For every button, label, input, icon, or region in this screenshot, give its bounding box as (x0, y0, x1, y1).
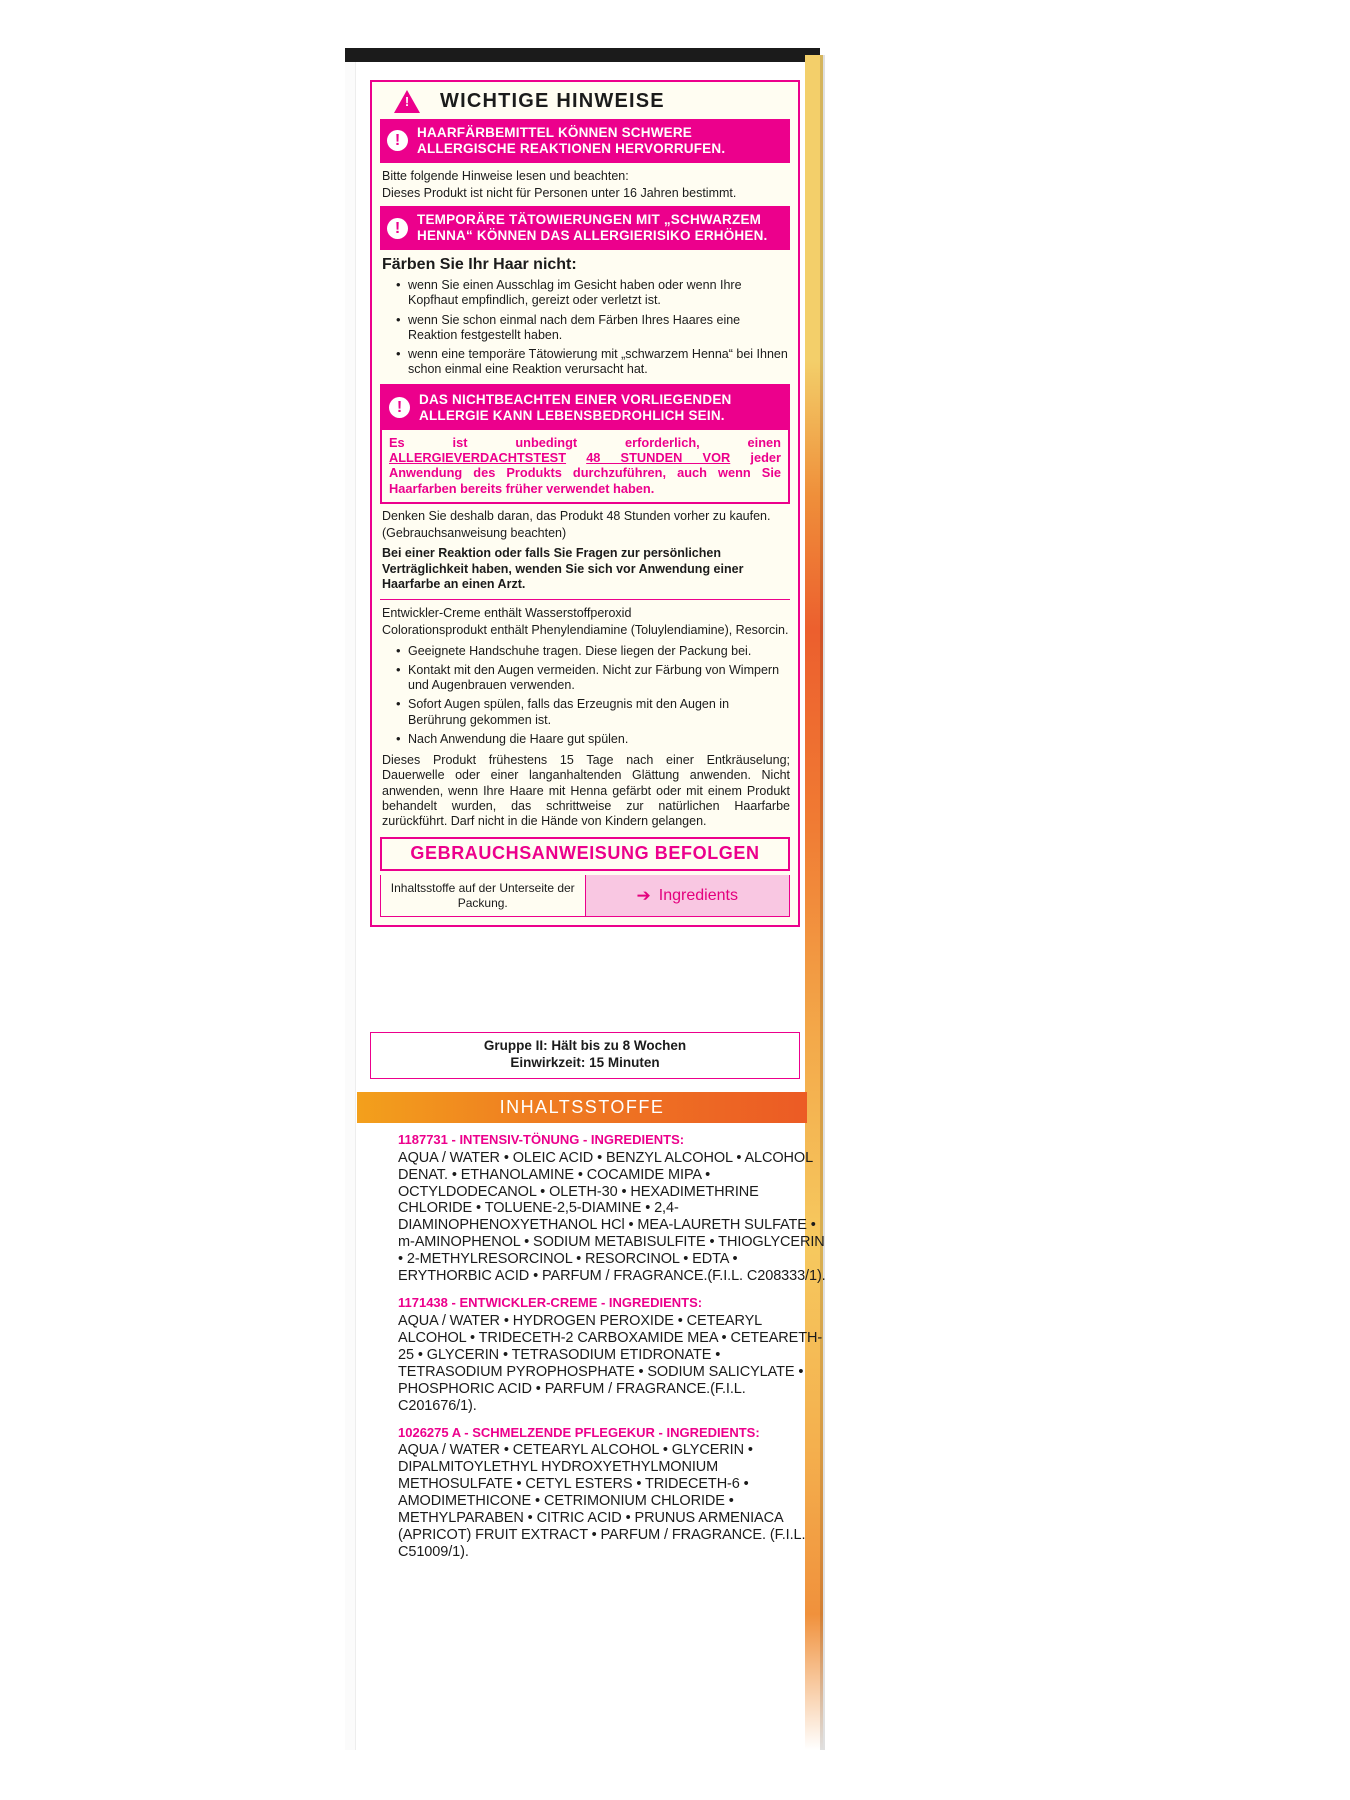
life-threatening-box (380, 384, 790, 504)
list-item: • Kontakt mit den Augen vermeiden. Nicht zur Färbung von Wimpern und Augenbrauen verwenden. (398, 663, 790, 694)
allergy-warning-banner (380, 119, 790, 163)
do-not-dye-heading: Färben Sie Ihr Haar nicht: (382, 256, 577, 274)
warning-header (380, 88, 790, 119)
intro-line-1: Bitte folgende Hinweise lesen und beachten: (382, 168, 629, 183)
group-duration-line: Gruppe II: Hält bis zu 8 Wochen (483, 1038, 687, 1053)
warning-triangle-icon (394, 90, 420, 113)
life-threatening-banner (382, 386, 788, 430)
intro-line-2: Dieses Produkt ist nicht für Personen unter 16 Jahren bestimmt. (382, 186, 737, 201)
ingredient-section-body: AQUA / WATER • HYDROGEN PEROXIDE • CETEARYL ALCOHOL • TRIDECETH-2 CARBOXAMIDE MEA • CETEARETH-25 • GLYCERIN • TETRASODIUM ETIDRONATE • TETRASODIUM PYROPHOSPHATE • SODIUM SALICYLATE • PHOSPHORIC ACID • PARFUM / FRAGRANCE.(F.I.L. C201676/1). (398, 1312, 823, 1414)
safety-instructions-list (380, 644, 790, 748)
list-item: • Sofort Augen spülen, falls das Erzeugnis mit den Augen in Berührung gekommen ist. (398, 697, 790, 728)
henna-tattoo-banner (380, 206, 790, 250)
allergy-test-paragraph (382, 430, 788, 502)
ingredient-section-title: 1171438 - ENTWICKLER-CREME - INGREDIENTS: (398, 1295, 703, 1311)
list-item: • wenn Sie einen Ausschlag im Gesicht haben oder wenn Ihre Kopfhaut empfindlich, gereizt oder verletzt ist. (398, 278, 790, 309)
package-top-edge (345, 48, 820, 62)
ingredients-header-bar: INHALTSSTOFFE (357, 1092, 807, 1123)
contains-phenylenediamine-line: Colorationsprodukt enthält Phenylendiamine (Toluylendiamine), Resorcin. (382, 623, 789, 638)
product-group-box (370, 1032, 800, 1079)
list-item: • wenn eine temporäre Tätowierung mit „schwarzem Henna“ bei Ihnen schon einmal eine Reaktion verursacht hat. (398, 347, 790, 378)
follow-instructions-bar: GEBRAUCHSANWEISUNG BEFOLGEN (380, 837, 790, 871)
important-warnings-block (370, 80, 800, 927)
package-left-fold (345, 62, 356, 1750)
list-item: • wenn Sie schon einmal nach dem Färben Ihres Haares eine Reaktion festgestellt haben. (398, 313, 790, 344)
list-item: • Nach Anwendung die Haare gut spülen. (398, 732, 790, 747)
ingredients-lists (398, 1132, 828, 1571)
ingredient-section-body: AQUA / WATER • CETEARYL ALCOHOL • GLYCERIN • DIPALMITOYLETHYL HYDROXYETHYLMONIUM METHOSULFATE • CETYL ESTERS • TRIDECETH-6 • AMODIMETHICONE • CETRIMONIUM CHLORIDE • METHYLPARABEN • CITRIC ACID • PRUNUS ARMENIACA (APRICOT) FRUIT EXTRACT • PARFUM / FRAGRANCE. (F.I.L. C51009/1). (398, 1442, 806, 1560)
ingredients-pointer-row (380, 875, 790, 917)
ingredients-location-note: Inhaltsstoffe auf der Unterseite der Packung. (381, 875, 586, 916)
exclamation-circle-icon: ! (389, 397, 410, 418)
allergy-warning-text: HAARFÄRBEMITTEL KÖNNEN SCHWERE ALLERGISCHE REAKTIONEN HERVORRUFEN. (417, 125, 726, 156)
doctor-advice-note: Bei einer Reaktion oder falls Sie Fragen zur persönlichen Verträglichkeit haben, wenden Sie sich vor Anwendung einer Haarfarbe an einen Arzt. (382, 546, 744, 591)
exclamation-circle-icon: ! (387, 218, 408, 239)
exclamation-circle-icon: ! (387, 130, 408, 151)
buy-ahead-line-1: Denken Sie deshalb daran, das Produkt 48 Stunden vorher zu kaufen. (382, 508, 771, 523)
allergy-test-underline-1: ALLERGIEVERDACHTSTEST (389, 449, 567, 465)
ingredient-section-title: 1187731 - INTENSIV-TÖNUNG - INGREDIENTS: (398, 1132, 685, 1147)
development-time-line: Einwirkzeit: 15 Minuten (510, 1054, 660, 1070)
ingredient-section-body: AQUA / WATER • OLEIC ACID • BENZYL ALCOHOL • ALCOHOL DENAT. • ETHANOLAMINE • COCAMIDE MIPA • OCTYLDODECANOL • OLETH-30 • HEXADIMETHRINE CHLORIDE • TOLUENE-2,5-DIAMINE • 2,4-DIAMINOPHENOXYETHANOL HCl • MEA-LAURETH SULFATE • m-AMINOPHENOL • SODIUM METABISULFITE • THIOGLYCERIN • 2-METHYLRESORCINOL • RESORCINOL • EDTA • ERYTHORBIC ACID • PARFUM / FRAGRANCE.(F.I.L. C208333/1). (398, 1149, 826, 1285)
contains-peroxide-line: Entwickler-Creme enthält Wasserstoffperoxid (382, 606, 632, 621)
allergy-test-post: jeder Anwendung des Produkts durchzuführen, auch wenn Sie Haarfarben bereits früher verwendet haben. (389, 449, 781, 496)
ingredients-pointer (586, 875, 790, 916)
final-usage-paragraph: Dieses Produkt frühestens 15 Tage nach einer Entkräuselung; Dauerwelle oder einer langanhaltenden Glättung anwenden. Nicht anwenden, wenn Ihre Haare mit Henna gefärbt oder mit einem Produkt behandelt wurden, das schrittweise zur natürlichen Haarfarbe zurückführt. Darf nicht in die Hände von Kindern gelangen. (382, 753, 790, 829)
allergy-test-underline-2: 48 STUNDEN VOR (586, 449, 731, 465)
ingredients-label: Ingredients (658, 886, 738, 904)
henna-tattoo-text: TEMPORÄRE TÄTOWIERUNGEN MIT „SCHWARZEM HENNA“ KÖNNEN DAS ALLERGIERISIKO ERHÖHEN. (417, 212, 768, 244)
life-threatening-text: DAS NICHTBEACHTEN EINER VORLIEGENDEN ALLERGIE KANN LEBENSBEDROHLICH SEIN. (419, 391, 732, 423)
do-not-dye-list (380, 278, 790, 378)
divider (380, 599, 790, 600)
warning-title: WICHTIGE HINWEISE (440, 90, 665, 112)
arrow-down-icon: ➔ (636, 886, 651, 906)
buy-ahead-line-2: (Gebrauchsanweisung beachten) (382, 526, 567, 541)
allergy-test-pre: Es ist unbedingt erforderlich, einen (389, 434, 781, 450)
list-item: • Geeignete Handschuhe tragen. Diese liegen der Packung bei. (398, 644, 790, 659)
ingredient-section-title: 1026275 A - SCHMELZENDE PFLEGEKUR - INGREDIENTS: (398, 1424, 760, 1440)
